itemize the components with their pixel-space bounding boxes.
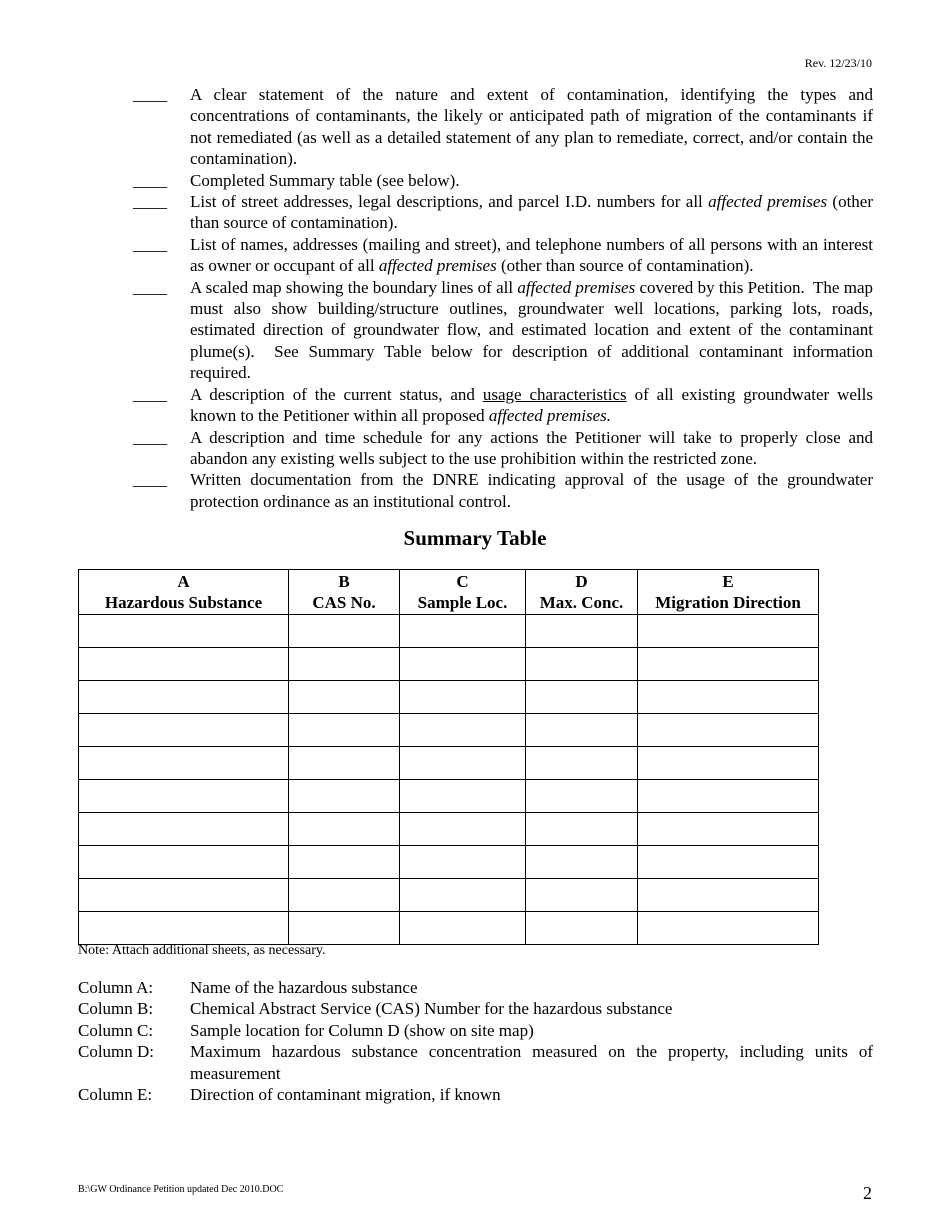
table-cell[interactable] [289,714,400,747]
checklist-item-text: A scaled map showing the boundary lines of all affected premises covered by this Petition. The map must also show building/structure outlines, groundwater well locations, parking lots, roads, estimated direction of groundwater flow, and estimated location and extent of the contaminant plume(s). See Summary Table below for description of additional contaminant information required. [190,277,878,383]
table-cell[interactable] [526,846,638,879]
table-cell[interactable] [638,747,819,780]
table-cell[interactable] [79,912,289,945]
table-cell[interactable] [526,747,638,780]
table-row [79,615,819,648]
table-cell[interactable] [526,714,638,747]
table-row [79,648,819,681]
table-row [79,846,819,879]
footer-file-path: B:\GW Ordinance Petition updated Dec 2010.DOC [78,1184,284,1195]
column-header-e: E Migration Direction [638,570,819,615]
checklist-item [133,234,873,277]
revision-date: Rev. 12/23/10 [804,56,872,70]
table-cell[interactable] [526,813,638,846]
table-cell[interactable] [289,813,400,846]
table-cell[interactable] [400,879,526,912]
table-cell[interactable] [79,879,289,912]
table-row [79,681,819,714]
column-definition-label: Column C: [78,1020,154,1040]
checkbox-blank: ____ [133,170,167,190]
table-cell[interactable] [400,846,526,879]
table-cell[interactable] [400,648,526,681]
table-row [79,879,819,912]
column-definition [78,1041,873,1084]
checklist-item-text: A description and time schedule for any actions the Petitioner will take to properly close and abandon any existing wells subject to the use prohibition within the restricted zone. [190,427,873,468]
checkbox-blank: ____ [133,470,167,490]
table-cell[interactable] [79,813,289,846]
checklist-item [133,469,873,512]
checklist-item-text: Written documentation from the DNRE indicating approval of the usage of the groundwater protection ordinance as an institutional control. [190,470,873,511]
table-cell[interactable] [289,879,400,912]
summary-table-header [79,570,819,615]
column-definition-text: Sample location for Column D (show on site map) [190,1020,534,1040]
table-cell[interactable] [289,846,400,879]
table-cell[interactable] [526,648,638,681]
checklist-item [133,277,878,384]
table-cell[interactable] [79,846,289,879]
table-cell[interactable] [638,813,819,846]
checklist-item [133,191,873,234]
table-row [79,747,819,780]
table-cell[interactable] [289,747,400,780]
checklist-item-text: List of names, addresses (mailing and street), and telephone numbers of all persons with an interest as owner or occupant of all affected premises (other than source of contamination). [190,234,873,276]
table-cell[interactable] [526,780,638,813]
checklist-item-text: List of street addresses, legal descriptions, and parcel I.D. numbers for all affected premises (other than source of contamination). [190,192,874,233]
column-definition [78,977,873,998]
column-header-b: B CAS No. [289,570,400,615]
checklist-item-text: A clear statement of the nature and extent of contamination, identifying the types and concentrations of contaminants, the likely or anticipated path of migration of the contaminants if not remediated (as well as a detailed statement of any plan to remediate, correct, and/or contain the contamination). [190,85,873,169]
checklist-item [133,384,873,427]
checklist-item [133,427,873,470]
table-cell[interactable] [79,681,289,714]
column-definition-label: Column A: [78,978,154,997]
table-cell[interactable] [638,714,819,747]
column-definition-text: Maximum hazardous substance concentration measured on the property, including units of measurement [190,1042,873,1083]
page-number: 2 [863,1183,872,1203]
table-cell[interactable] [638,912,819,945]
table-cell[interactable] [79,780,289,813]
table-cell[interactable] [526,615,638,648]
summary-table-body [79,615,819,945]
table-cell[interactable] [638,615,819,648]
column-definition-text: Chemical Abstract Service (CAS) Number for the hazardous substance [190,999,673,1019]
table-row [79,912,819,945]
column-definition [78,1020,873,1041]
checkbox-blank: ____ [133,427,167,447]
table-cell[interactable] [400,714,526,747]
table-cell[interactable] [400,780,526,813]
table-cell[interactable] [79,648,289,681]
table-row [79,714,819,747]
column-definition-text: Direction of contaminant migration, if known [190,1085,501,1105]
table-cell[interactable] [289,615,400,648]
table-cell[interactable] [638,846,819,879]
checkbox-blank: ____ [133,192,167,212]
table-note: Note: Attach additional sheets, as necessary. [78,943,326,958]
table-cell[interactable] [400,912,526,945]
checkbox-blank: ____ [133,277,167,297]
column-header-c: C Sample Loc. [400,570,526,615]
table-cell[interactable] [289,912,400,945]
column-definition [78,1084,873,1105]
column-definition [78,998,873,1019]
column-definition-label: Column D: [78,1042,155,1062]
checklist-item [133,84,873,170]
table-cell[interactable] [638,648,819,681]
table-cell[interactable] [79,615,289,648]
table-cell[interactable] [289,648,400,681]
table-cell[interactable] [289,780,400,813]
checklist-item [133,170,873,191]
checklist-item-text: A description of the current status, and usage characteristics of all existing groundwater wells known to the Petitioner within all proposed affected premises. [190,384,873,426]
table-cell[interactable] [526,879,638,912]
table-cell[interactable] [638,780,819,813]
column-header-d: D Max. Conc. [526,570,638,615]
table-cell[interactable] [400,681,526,714]
table-cell[interactable] [400,747,526,780]
table-cell[interactable] [526,681,638,714]
column-header-a: A Hazardous Substance [79,570,289,615]
checkbox-blank: ____ [133,234,167,254]
table-cell[interactable] [638,879,819,912]
requirements-checklist [133,84,878,512]
table-cell[interactable] [400,615,526,648]
table-cell[interactable] [79,714,289,747]
table-row [79,780,819,813]
summary-table [78,569,819,945]
column-definition-text: Name of the hazardous substance [190,978,418,997]
checkbox-blank: ____ [133,85,167,104]
column-definitions [78,977,873,1105]
column-definition-label: Column E: [78,1085,153,1105]
table-row [79,813,819,846]
checkbox-blank: ____ [133,384,167,404]
column-definition-label: Column B: [78,999,154,1019]
table-cell[interactable] [400,813,526,846]
summary-table-title: Summary Table [403,526,547,550]
table-cell[interactable] [526,912,638,945]
table-cell[interactable] [289,681,400,714]
table-cell[interactable] [638,681,819,714]
checklist-item-text: Completed Summary table (see below). [190,170,460,190]
table-cell[interactable] [79,747,289,780]
